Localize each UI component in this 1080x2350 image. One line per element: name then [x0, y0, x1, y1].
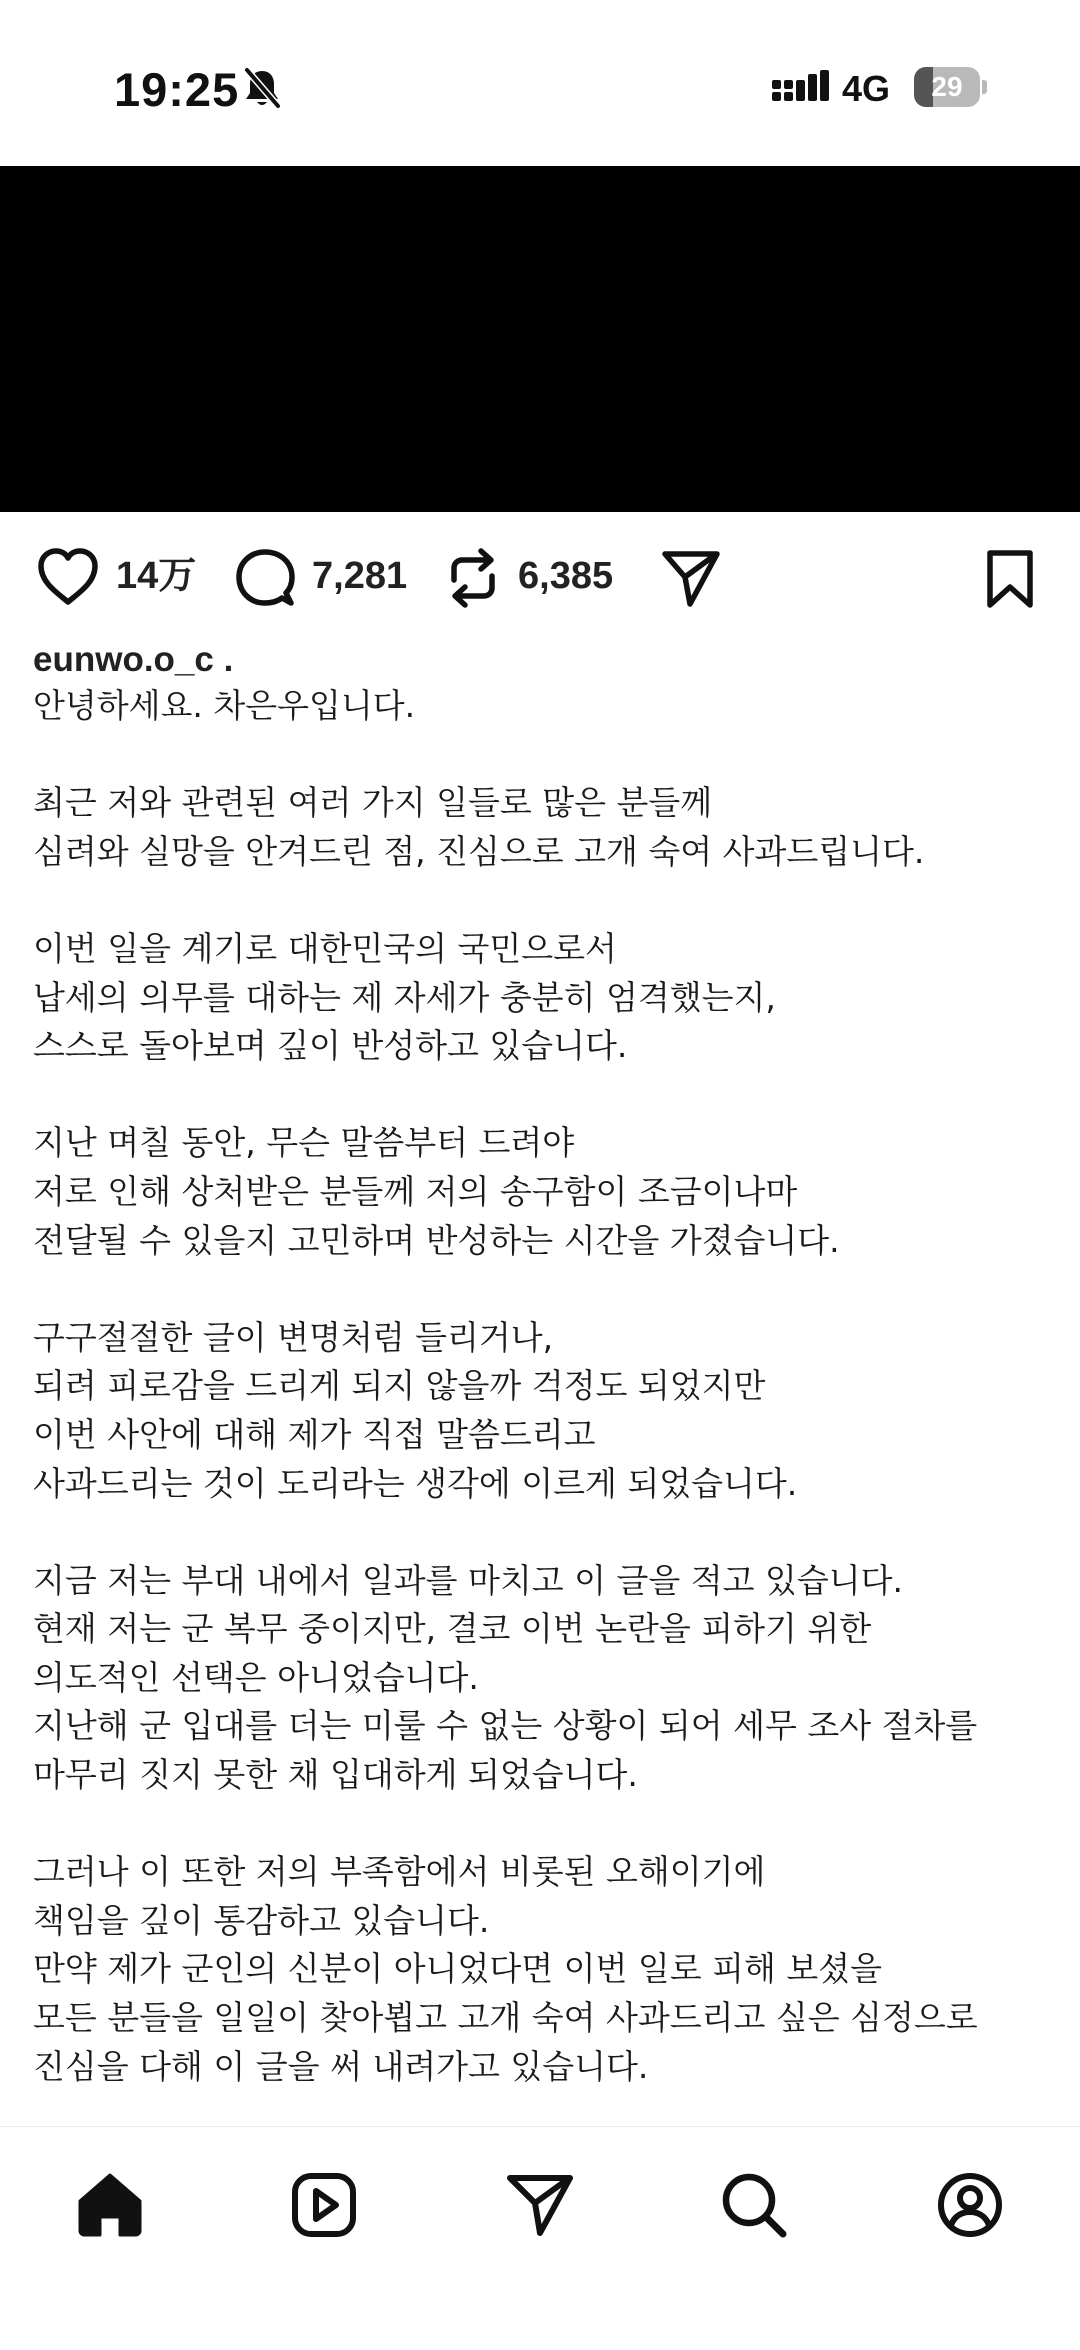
post-action-row — [0, 512, 1080, 642]
caption-line: 모든 분들을 일일이 찾아뵙고 고개 숙여 사과드리고 싶은 심정으로 — [33, 1998, 978, 2038]
caption-blank-line — [33, 1800, 1053, 1849]
caption-line: 최근 저와 관련된 여러 가지 일들로 많은 분들께 — [33, 783, 713, 823]
caption-blank-line — [33, 1265, 1053, 1314]
repost-icon[interactable] — [444, 546, 502, 614]
status-time: 19:25 — [114, 63, 240, 116]
comment-icon[interactable] — [234, 547, 296, 613]
caption-blank-line — [33, 1071, 1053, 1120]
caption-line: 이번 사안에 대해 제가 직접 말씀드리고 — [33, 1414, 596, 1454]
caption-line: 현재 저는 군 복무 중이지만, 결코 이번 논란을 피하기 위한 — [33, 1609, 872, 1649]
send-icon[interactable] — [500, 2165, 580, 2245]
bottom-nav — [0, 2126, 1080, 2350]
post-username[interactable]: eunwo.o_c . — [33, 640, 234, 679]
caption-line: 저로 인해 상처받은 분들께 저의 송구함이 조금이나마 — [33, 1171, 798, 1211]
status-bar — [0, 0, 1080, 168]
like-count[interactable]: 14万 — [116, 555, 197, 597]
battery-indicator — [914, 67, 980, 107]
nav-profile[interactable] — [930, 2165, 1010, 2245]
caption-line: 심려와 실망을 안겨드린 점, 진심으로 고개 숙여 사과드립니다. — [33, 831, 925, 871]
nav-messages[interactable] — [500, 2165, 580, 2245]
caption-line: 지금 저는 부대 내에서 일과를 마치고 이 글을 적고 있습니다. — [33, 1560, 903, 1600]
signal-icon — [772, 70, 830, 106]
share-icon[interactable] — [660, 548, 722, 612]
caption-line: 진심을 다해 이 글을 써 내려가고 있습니다. — [33, 2046, 649, 2086]
caption-blank-line — [33, 876, 1053, 925]
caption-line: 책임을 깊이 통감하고 있습니다. — [33, 1900, 490, 1940]
caption-blank-line — [33, 1508, 1053, 1557]
caption-line: 만약 제가 군인의 신분이 아니었다면 이번 일로 피해 보셨을 — [33, 1949, 882, 1989]
bell-muted-icon — [242, 66, 282, 110]
caption-line: 사과드리는 것이 도리라는 생각에 이르게 되었습니다. — [33, 1463, 798, 1503]
nav-search[interactable] — [714, 2165, 794, 2245]
caption-line: 납세의 의무를 대하는 제 자세가 충분히 엄격했는지, — [33, 977, 776, 1017]
video-icon[interactable] — [284, 2165, 364, 2245]
home-icon[interactable] — [70, 2165, 150, 2245]
profile-icon[interactable] — [930, 2165, 1010, 2245]
caption-line: 스스로 돌아보며 깊이 반성하고 있습니다. — [33, 1026, 628, 1066]
battery-percentage: 29 — [931, 71, 963, 102]
battery-tip — [982, 80, 987, 94]
nav-home[interactable] — [70, 2165, 150, 2245]
caption-line: 안녕하세요. 차은우입니다. — [33, 686, 416, 725]
caption-line: 되려 피로감을 드리게 되지 않을까 걱정도 되었지만 — [33, 1366, 766, 1406]
bookmark-icon[interactable] — [984, 548, 1036, 614]
network-label: 4G — [842, 68, 891, 109]
caption-line: 그러나 이 또한 저의 부족함에서 비롯된 오해이기에 — [33, 1852, 766, 1892]
heart-icon[interactable] — [36, 547, 100, 611]
caption-line: 구구절절한 글이 변명처럼 들리거나, — [33, 1317, 554, 1357]
caption-line: 의도적인 선택은 아니었습니다. — [33, 1657, 479, 1697]
post-caption — [33, 682, 1053, 2091]
caption-line: 마무리 짓지 못한 채 입대하게 되었습니다. — [33, 1755, 638, 1795]
post-media[interactable] — [0, 166, 1080, 512]
search-icon[interactable] — [714, 2165, 794, 2245]
caption-line: 지난 며칠 동안, 무슨 말씀부터 드려야 — [33, 1123, 575, 1163]
repost-count[interactable]: 6,385 — [518, 555, 614, 597]
nav-reels[interactable] — [284, 2165, 364, 2245]
caption-line: 전달될 수 있을지 고민하며 반성하는 시간을 가졌습니다. — [33, 1220, 840, 1260]
comment-count[interactable]: 7,281 — [312, 555, 408, 597]
caption-line: 지난해 군 입대를 더는 미룰 수 없는 상황이 되어 세무 조사 절차를 — [33, 1706, 978, 1746]
caption-blank-line — [33, 731, 1053, 780]
caption-line: 이번 일을 계기로 대한민국의 국민으로서 — [33, 928, 617, 968]
